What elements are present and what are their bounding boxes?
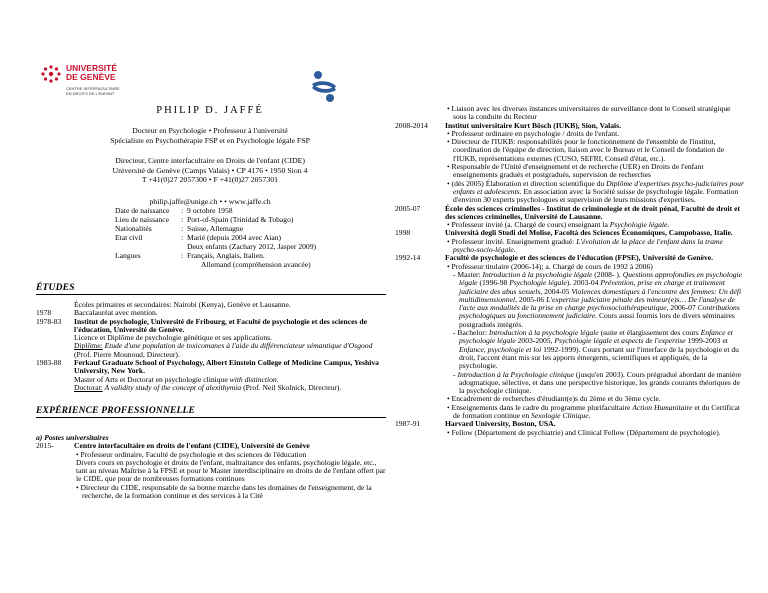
experience-institution: Institut universitaire Kurt Bösch (IUKB), Sion, Valais. bbox=[445, 120, 622, 130]
center-name-line2: EN DROITS DE L'ENFANT bbox=[66, 91, 115, 96]
experience-course-list: - Master: Introduction à la psychologie légale (2008- ). Questions approfondies en psychologie légale (1996-98 Psychologie légale). 2003-04 Prévention, prise en charge et traitement judiciaire des abus sexuels, 2004-05 Violences domestiques à l'encontre des femmes: Un défi multidimensionnel, 2005-06 L'expertise judiciaire pénale des mineur(e)s… De l'analyse de l'acte aux modalités de la prise en charge psychosociothérapeutique, 2006-07 Contributions psychologiques au fonctionnement judiciaire. Cours aussi fournis lors de divers séminaires postgradués intégrés. bbox=[453, 269, 743, 329]
personal-info-value: Deux enfants (Zachary 2012, Jasper 2009) bbox=[187, 242, 317, 251]
experience-subheading: a) Postes universitaires bbox=[36, 433, 109, 442]
experience-year: 1992-14 bbox=[395, 253, 421, 263]
experience-year: 1987-91 bbox=[395, 419, 421, 429]
experience-institution: Harvard University, Boston, USA. bbox=[445, 419, 556, 429]
crest-icon bbox=[40, 64, 62, 86]
personal-info-value: 9 octobre 1958 bbox=[187, 206, 233, 215]
personal-info-value: Marié (depuis 2004 avec Aian) bbox=[187, 233, 282, 242]
experience-bullet: • Fellow (Département de psychiatrie) and Clinical Fellow (Département de psychologie). bbox=[447, 427, 721, 437]
etudes-section bbox=[36, 301, 386, 392]
header-address-2: Université de Genève (Camps Valais) • CP 4176 • 1950 Sion 4 bbox=[112, 165, 308, 175]
personal-info-colon: : bbox=[180, 224, 184, 233]
experience-text: Divers cours en psychologie et droits de l'enfant, maltraitance des enfants, psychologie légale, etc., tant au niveau Maîtrise à la FPSE et pour le Master interdisciplinaire en droits de de l'enfant offert par le CIDE, que pour de nombreuses formations continues bbox=[76, 457, 386, 484]
experience-institution: Università degli Studi del Molise, Facoltà des Sciences Économiques, Campobasso, Italie. bbox=[445, 228, 733, 238]
personal-info-value: Français, Anglais, Italien. bbox=[187, 251, 265, 260]
experience-course-list: - Bachelor: Introduction à la psychologie légale (suite et élargissement des cours Enfance et psychologie légale 2003-2005, Psychologie légale et aspects de l'expertise 1999-2003 et Enfance, psychologie et loi 1992-1999). Cours portant sur l'interface de la psychologie et du droit, l'accent étant mis sur les apports émergents, scientifiques et appliqués, de la psychologie. bbox=[453, 328, 739, 371]
etudes-institution: Ferkauf Graduate School of Psychology, Albert Einstein College of Medicine Campus, Yeshiva University, New York. bbox=[74, 358, 379, 376]
experience-institution: Faculté de psychologie et des sciences de l'éducation (FPSE), Université de Genève. bbox=[445, 253, 714, 263]
experience-bullet: • Responsable de l'Unité d'enseignement et de recherche (UER) en Droits de l'enfant enseignements gradués et postgradués, supervision de recherches bbox=[447, 162, 704, 180]
experience-bullet: • Professeur ordinaire, Faculté de psychologie et des sciences de l'éducation bbox=[76, 449, 307, 459]
personal-info-key bbox=[115, 242, 177, 251]
header-address-3: T +41(0)27 2057300 • F +41(0)27 2057301 bbox=[141, 175, 279, 184]
personal-info-row bbox=[115, 233, 316, 242]
personal-info-key: Nationalités bbox=[115, 224, 152, 233]
personal-info-row bbox=[115, 224, 316, 233]
diploma-director: (Prof. Pierre Mounoud, Directeur). bbox=[74, 349, 180, 359]
cide-emblem-icon bbox=[308, 68, 340, 106]
experience-course-list: - Introduction à la Psychologie clinique (jusqu'en 2003). Cours prégradué abordant de manière adogmatique, sélective, et dans une perspective historique, les grands courants théoriques de la psychologie clinique. bbox=[453, 369, 742, 396]
personal-info-value: Suisse, Allemagne bbox=[187, 224, 244, 233]
header-title-1: Docteur en Psychologie • Professeur à l'université bbox=[132, 126, 288, 135]
etudes-year: 1978 bbox=[36, 308, 52, 318]
personal-info-colon bbox=[177, 260, 187, 269]
diploma-title: Etude d'une population de toxicomanes à l'aide du différenciateur sémantique d'Osgood bbox=[102, 341, 373, 351]
university-name-line2: DE GENÈVE bbox=[66, 72, 116, 82]
experience-bullet: • Directeur du CIDE, responsable de sa bonne marche dans les domaines de l'enseignement, de la recherche, de la formation continue et des services à la Cité bbox=[76, 482, 372, 501]
experience-year: 1998 bbox=[395, 228, 411, 238]
personal-info-key bbox=[115, 260, 177, 269]
section-heading-experience: EXPÉRIENCE PROFESSIONNELLE bbox=[36, 406, 386, 418]
center-name-line1: CENTRE INTERFACULTAIRE bbox=[66, 86, 120, 91]
section-heading-etudes: ÉTUDES bbox=[36, 283, 386, 295]
experience-section bbox=[36, 434, 386, 500]
etudes-institution: Institut de psychologie, Université de Fribourg, et Faculté de psychologie et des sciences de l'éducation, Université de Genève. bbox=[74, 316, 367, 334]
experience-institution: Centre interfacultaire en droits de l'enfant (CIDE), Université de Genève bbox=[74, 441, 310, 451]
etudes-line: Baccalauréat avec mention. bbox=[74, 308, 158, 318]
person-name: PHILIP D. JAFFÉ bbox=[156, 105, 264, 116]
personal-info-row bbox=[115, 242, 316, 251]
etudes-year: 1978-83 bbox=[36, 316, 62, 326]
etudes-year: 1983-88 bbox=[36, 358, 62, 368]
experience-bullet: • (dès 2005) Élaboration et direction scientifique du Diplôme d'expertises psycho-judiciaires pour enfants et adolescents. En association avec la Société suisse de psychologie légale. Formation d'environ 30 experts psychologues et supervision de leurs missions d'expertises. bbox=[447, 178, 744, 205]
personal-info-table bbox=[115, 206, 316, 269]
personal-info-row bbox=[115, 251, 316, 260]
experience-bullet: • Professeur titulaire (2006-14); a. Chargé de cours de 1992 à 2006) bbox=[447, 261, 653, 271]
personal-info-row bbox=[115, 215, 316, 224]
doctorate-director: (Prof. Neil Skolnick, Directeur). bbox=[241, 382, 342, 392]
experience-bullet: • Directeur de l'IUKB: responsabilités pour le fonctionnement de l'ensemble de l'institut, coordination de l'équipe de direction, liaison avec le Bureau et le Conseil de fondation de l'IUKB, représentations externes (CUSO, SEFRI, Conseil d'état, etc.). bbox=[447, 137, 725, 163]
personal-info-key: Lieu de naissance bbox=[115, 215, 169, 224]
personal-info-colon bbox=[177, 242, 187, 251]
personal-info-value: Allemand (compréhension avancée) bbox=[201, 260, 311, 269]
etudes-line: Licence et Diplôme de psychologie génétique et ses applications. bbox=[74, 333, 273, 343]
personal-info-value: Port-of-Spain (Trinidad & Tobago) bbox=[187, 215, 294, 224]
experience-institution: École des sciences criminelles - Institut de criminologie et de droit pénal, Faculté de droit et des sciences criminelles, Université de Lausanne. bbox=[445, 203, 740, 221]
experience-year: 2008-2014 bbox=[395, 120, 428, 130]
experience-year: 2015- bbox=[36, 441, 54, 451]
personal-info-colon: : bbox=[180, 206, 184, 215]
experience-bullet: • Professeur invité. Enseignement gradué: L'évolution de la place de l'enfant dans la trame psycho-socio-légale. bbox=[447, 236, 723, 255]
personal-info-colon: : bbox=[180, 215, 184, 224]
personal-info-colon: : bbox=[180, 233, 184, 242]
diploma-label: Diplôme: bbox=[74, 341, 103, 351]
experience-right-column bbox=[395, 105, 745, 437]
personal-info-key: Etat civil bbox=[115, 233, 143, 242]
doctorate-label: Doctorat: bbox=[74, 382, 103, 392]
experience-bullet: • Professeur invité (a. Chargé de cours) enseignant la Psychologie légale. bbox=[447, 220, 670, 230]
header-address-1: Directeur, Centre interfacultaire en Droits de l'enfant (CIDE) bbox=[115, 156, 305, 165]
personal-info-row bbox=[115, 206, 316, 215]
personal-info-key: Date de naissance bbox=[115, 206, 170, 215]
header-contact: philip.jaffe@unige.ch • • www.jaffe.ch bbox=[149, 196, 271, 206]
experience-bullet: • Professeur ordinaire en psychologie / droits de l'enfant. bbox=[447, 128, 620, 138]
university-logo bbox=[40, 62, 130, 106]
personal-info-key: Langues bbox=[115, 251, 141, 260]
doctorate-title: A validity study of the concept of alexithymia bbox=[102, 382, 242, 392]
experience-bullet: • Liaison avec les diverses instances universitaires de surveillance dont le Conseil stratégique sous la conduite du Recteur bbox=[447, 104, 731, 122]
etudes-line: Master of Arts et Doctorat en psychologie clinique bbox=[74, 374, 230, 384]
etudes-distinction: with distinction. bbox=[229, 374, 279, 384]
etudes-line: Écoles primaires et secondaires: Nairobi (Kenya), Genève et Lausanne. bbox=[74, 300, 291, 309]
personal-info-colon: : bbox=[180, 251, 184, 260]
experience-year: 2005-07 bbox=[395, 203, 421, 213]
personal-info-row bbox=[115, 260, 316, 269]
experience-bullet: • Encadrement de recherches d'étudiant(e)s du 2ème et du 3ème cycle. bbox=[447, 394, 661, 404]
experience-bullet: • Enseignements dans le cadre du programme plurifacultaire Action Humanitaire et du Certificat de formation continue en Sexologie Clinique. bbox=[447, 402, 740, 420]
header-title-2: Spécialiste en Psychothérapie FSP et en Psychologie légale FSP bbox=[110, 135, 310, 145]
university-name-line1: UNIVERSITÉ bbox=[66, 63, 118, 73]
